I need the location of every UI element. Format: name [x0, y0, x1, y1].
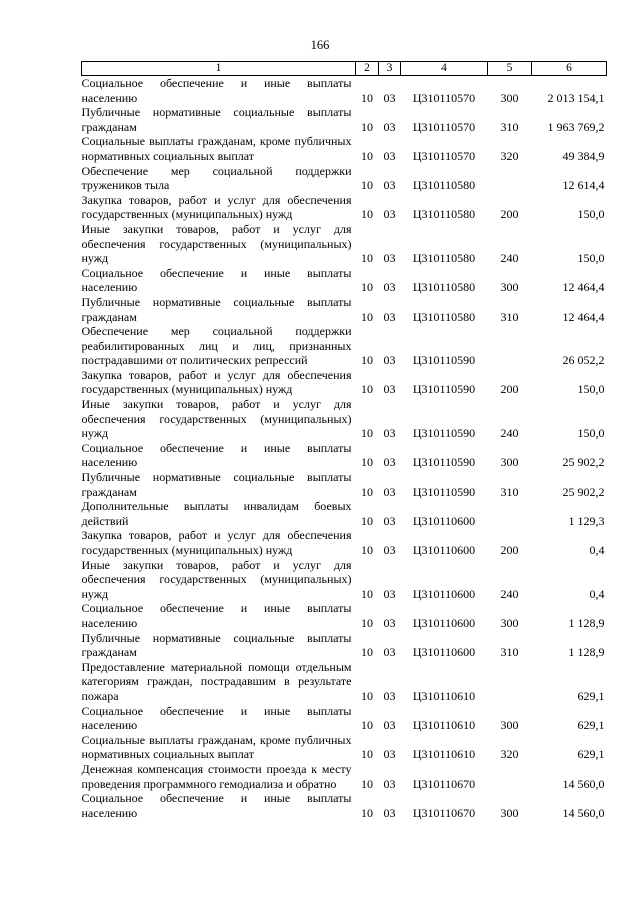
subsection-code-cell: 03	[383, 119, 396, 134]
amount-cell: 25 902,2	[562, 484, 605, 499]
section-code-cell: 10	[361, 513, 373, 528]
table-row	[82, 791, 607, 820]
subsection-code-cell: 03	[383, 776, 396, 791]
header-row	[82, 62, 607, 76]
expense-type-cell: 300	[500, 455, 519, 470]
table-row	[82, 631, 607, 660]
expense-type-cell: 320	[500, 747, 519, 762]
subsection-code-cell: 03	[383, 645, 396, 660]
target-article-cell: Ц310110590	[412, 353, 476, 368]
table-body	[82, 76, 607, 821]
expense-type-cell	[488, 762, 532, 791]
target-article-cell: Ц310110670	[412, 805, 476, 820]
table-row	[82, 499, 607, 528]
amount-cell: 1 963 769,2	[547, 119, 605, 134]
amount-cell: 629,1	[577, 688, 605, 703]
amount-cell: 12 464,4	[562, 280, 605, 295]
expense-type-cell: 240	[500, 251, 519, 266]
target-article-cell: Ц310110600	[412, 645, 476, 660]
row-name-cell: Публичные нормативные социальные выплаты гражданам	[81, 470, 352, 499]
section-code-cell: 10	[361, 615, 373, 630]
table-row	[82, 733, 607, 762]
target-article-cell: Ц310110670	[412, 776, 476, 791]
table-row	[82, 397, 607, 441]
target-article-cell: Ц310110580	[412, 280, 476, 295]
section-code-cell: 10	[361, 207, 373, 222]
section-code-cell: 10	[361, 251, 373, 266]
row-name-cell: Иные закупки товаров, работ и услуг для обеспечения государственных (муниципальных) нужд	[81, 557, 352, 601]
amount-cell: 25 902,2	[562, 455, 605, 470]
row-name-cell: Публичные нормативные социальные выплаты гражданам	[81, 630, 352, 660]
row-name-cell: Социальное обеспечение и иные выплаты населению	[81, 76, 352, 105]
section-code-cell: 10	[361, 543, 373, 557]
subsection-code-cell: 03	[383, 178, 396, 193]
table-row	[82, 528, 607, 557]
table-row	[82, 762, 607, 791]
row-name-cell: Обеспечение мер социальной поддержки реабилитированных лиц и лиц, признанных пострадавшими от политических репрессий	[81, 324, 352, 368]
expense-type-cell: 310	[500, 484, 519, 499]
amount-cell: 12 464,4	[562, 309, 605, 324]
subsection-code-cell: 03	[383, 543, 396, 557]
row-name-cell: Социальное обеспечение и иные выплаты населению	[81, 265, 352, 295]
expense-type-cell: 300	[500, 718, 519, 733]
target-article-cell: Ц310110590	[412, 484, 476, 499]
section-code-cell: 10	[361, 353, 373, 368]
table-row	[82, 193, 607, 222]
expense-type-cell	[488, 324, 532, 368]
row-name-cell: Социальные выплаты гражданам, кроме публичных нормативных социальных выплат	[81, 732, 352, 762]
table-row	[82, 295, 607, 324]
page-number: 166	[310, 38, 330, 52]
section-code-cell: 10	[361, 280, 373, 295]
expense-type-cell: 200	[500, 382, 519, 397]
subsection-code-cell: 03	[383, 207, 396, 222]
section-code-cell: 10	[361, 586, 373, 601]
expense-type-cell: 310	[500, 119, 519, 134]
amount-cell: 14 560,0	[562, 805, 605, 820]
section-code-cell: 10	[361, 178, 373, 193]
expense-type-cell	[488, 499, 532, 528]
target-article-cell: Ц310110570	[412, 148, 476, 163]
amount-cell: 26 052,2	[562, 353, 605, 368]
amount-cell: 1 128,9	[568, 645, 605, 660]
row-name-cell: Закупка товаров, работ и услуг для обеспечения государственных (муниципальных) нужд	[81, 367, 352, 397]
table-row	[82, 134, 607, 163]
expense-type-cell: 310	[500, 645, 519, 660]
section-code-cell: 10	[361, 382, 373, 397]
section-code-cell: 10	[361, 148, 373, 163]
target-article-cell: Ц310110590	[412, 455, 476, 470]
section-code-cell: 10	[361, 309, 373, 324]
target-article-cell: Ц310110580	[412, 309, 476, 324]
table-row	[82, 105, 607, 134]
subsection-code-cell: 03	[383, 353, 396, 368]
table-row	[82, 660, 607, 704]
subsection-code-cell: 03	[383, 426, 396, 441]
row-name-cell: Обеспечение мер социальной поддержки тружеников тыла	[81, 163, 352, 193]
row-name-cell: Социальное обеспечение и иные выплаты населению	[81, 440, 352, 470]
target-article-cell: Ц310110610	[412, 718, 476, 733]
section-code-cell: 10	[361, 776, 373, 791]
expense-type-cell: 200	[500, 543, 519, 557]
expense-type-cell: 300	[500, 615, 519, 630]
subsection-code-cell: 03	[383, 747, 396, 762]
expense-type-cell: 200	[500, 207, 519, 222]
subsection-code-cell: 03	[383, 615, 396, 630]
target-article-cell: Ц310110600	[412, 615, 476, 630]
subsection-code-cell: 03	[383, 90, 396, 105]
target-article-cell: Ц310110580	[412, 207, 476, 222]
expense-type-cell: 320	[500, 148, 519, 163]
target-article-cell: Ц310110580	[412, 251, 476, 266]
section-code-cell: 10	[361, 718, 373, 733]
subsection-code-cell: 03	[383, 309, 396, 324]
amount-cell: 1 128,9	[568, 615, 605, 630]
expense-type-cell: 300	[500, 805, 519, 820]
subsection-code-cell: 03	[383, 484, 396, 499]
table-header	[82, 62, 607, 76]
amount-cell: 629,1	[577, 747, 605, 762]
subsection-code-cell: 03	[383, 251, 396, 266]
expense-type-cell: 240	[500, 586, 519, 601]
target-article-cell: Ц310110570	[412, 119, 476, 134]
amount-cell: 150,0	[577, 426, 605, 441]
amount-cell: 0,4	[589, 543, 605, 557]
subsection-code-cell: 03	[383, 455, 396, 470]
target-article-cell: Ц310110590	[412, 382, 476, 397]
subsection-code-cell: 03	[383, 382, 396, 397]
amount-cell: 150,0	[577, 207, 605, 222]
column-header: 4	[401, 62, 488, 76]
amount-cell: 150,0	[577, 251, 605, 266]
section-code-cell: 10	[361, 747, 373, 762]
row-name-cell: Социальное обеспечение и иные выплаты населению	[81, 791, 352, 820]
column-header: 1	[82, 62, 356, 76]
subsection-code-cell: 03	[383, 148, 396, 163]
table-row	[82, 558, 607, 602]
table-row	[82, 222, 607, 266]
section-code-cell: 10	[361, 484, 373, 499]
amount-cell: 1 129,3	[568, 513, 605, 528]
expense-type-cell: 310	[500, 309, 519, 324]
table-row	[82, 704, 607, 733]
expense-type-cell: 240	[500, 426, 519, 441]
row-name-cell: Социальное обеспечение и иные выплаты населению	[81, 703, 352, 733]
table-row	[82, 368, 607, 397]
table-row	[82, 164, 607, 193]
amount-cell: 0,4	[589, 586, 605, 601]
section-code-cell: 10	[361, 90, 373, 105]
row-name-cell: Публичные нормативные социальные выплаты гражданам	[81, 294, 352, 324]
subsection-code-cell: 03	[383, 688, 396, 703]
subsection-code-cell: 03	[383, 718, 396, 733]
amount-cell: 629,1	[577, 718, 605, 733]
expense-type-cell: 300	[500, 90, 519, 105]
expense-type-cell: 300	[500, 280, 519, 295]
row-name-cell: Иные закупки товаров, работ и услуг для обеспечения государственных (муниципальных) нужд	[81, 397, 352, 441]
subsection-code-cell: 03	[383, 280, 396, 295]
target-article-cell: Ц310110600	[412, 513, 476, 528]
row-name-cell: Предоставление материальной помощи отдельным категориям граждан, пострадавшим в результате пожара	[81, 659, 352, 703]
target-article-cell: Ц310110570	[412, 90, 476, 105]
section-code-cell: 10	[361, 455, 373, 470]
table-row	[82, 470, 607, 499]
column-header: 3	[379, 62, 401, 76]
table-row	[82, 324, 607, 368]
section-code-cell: 10	[361, 805, 373, 820]
budget-table	[81, 61, 607, 820]
table-row	[82, 266, 607, 295]
target-article-cell: Ц310110590	[412, 426, 476, 441]
row-name-cell: Денежная компенсация стоимости проезда к месту проведения программного гемодиализа и обратно	[81, 761, 352, 791]
table-row	[82, 441, 607, 470]
section-code-cell: 10	[361, 119, 373, 134]
target-article-cell: Ц310110580	[412, 178, 476, 193]
row-name-cell: Дополнительные выплаты инвалидам боевых действий	[81, 499, 352, 528]
target-article-cell: Ц310110600	[412, 543, 476, 557]
target-article-cell: Ц310110610	[412, 688, 476, 703]
section-code-cell: 10	[361, 426, 373, 441]
amount-cell: 49 384,9	[562, 148, 605, 163]
table-row	[82, 76, 607, 106]
table-row	[82, 601, 607, 630]
row-name-cell: Публичные нормативные социальные выплаты гражданам	[81, 105, 352, 134]
column-header: 2	[356, 62, 379, 76]
expense-type-cell	[488, 660, 532, 704]
amount-cell: 2 013 154,1	[547, 90, 605, 105]
row-name-cell: Социальное обеспечение и иные выплаты населению	[81, 601, 352, 630]
row-name-cell: Иные закупки товаров, работ и услуг для обеспечения государственных (муниципальных) нужд	[81, 221, 352, 266]
section-code-cell: 10	[361, 688, 373, 703]
amount-cell: 12 614,4	[562, 178, 605, 193]
column-header: 6	[532, 62, 607, 76]
row-name-cell: Закупка товаров, работ и услуг для обеспечения государственных (муниципальных) нужд	[81, 528, 352, 557]
target-article-cell: Ц310110600	[412, 586, 476, 601]
amount-cell: 150,0	[577, 382, 605, 397]
section-code-cell: 10	[361, 645, 373, 660]
row-name-cell: Закупка товаров, работ и услуг для обеспечения государственных (муниципальных) нужд	[81, 192, 352, 222]
row-name-cell: Социальные выплаты гражданам, кроме публичных нормативных социальных выплат	[81, 134, 352, 163]
expense-type-cell	[488, 164, 532, 193]
column-header: 5	[488, 62, 532, 76]
target-article-cell: Ц310110610	[412, 747, 476, 762]
subsection-code-cell: 03	[383, 805, 396, 820]
subsection-code-cell: 03	[383, 513, 396, 528]
amount-cell: 14 560,0	[562, 776, 605, 791]
subsection-code-cell: 03	[383, 586, 396, 601]
